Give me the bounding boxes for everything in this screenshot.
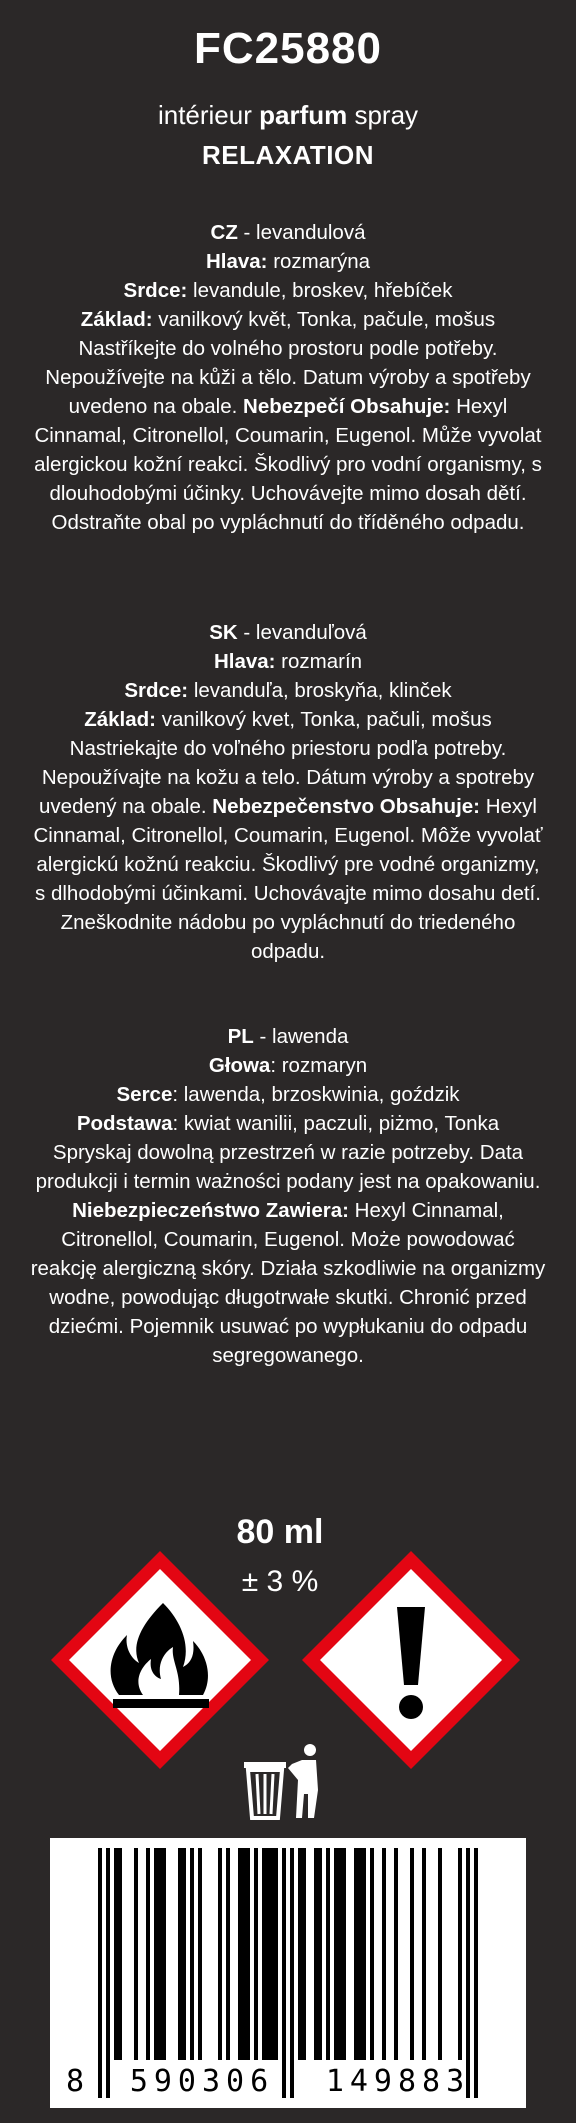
barcode-first-digit: 8	[66, 2064, 85, 2099]
barcode-bar	[274, 1848, 278, 2060]
sk-lang: SK	[209, 621, 238, 644]
cz-base-text: vanilkový květ, Tonka, pačule, mošus	[152, 308, 496, 331]
pl-lang-text: - lawenda	[253, 1025, 349, 1048]
subtitle-pre: intérieur	[157, 100, 260, 130]
barcode-bar	[422, 1848, 426, 2060]
barcode-bar	[458, 1848, 462, 2060]
product-variant: RELAXATION	[201, 140, 375, 170]
cz-contains-text: Hexyl Cinnamal, Citronellol, Coumarin, Eugenol. Může vyvolat alergickou kožní reakci. Škodlivý pro vodní organismy, s dlouhodobými účinky. Uchovávejte mimo dosah dětí. Odstraňte obal po vypláchnutí do tříděného odpadu.	[34, 395, 542, 534]
cz-danger: Nebezpečí	[243, 395, 345, 418]
sk-contains-text: Hexyl Cinnamal, Citronellol, Coumarin, Eugenol. Môže vyvolať alergickú kožnú reakciu. Škodlivý pre vodné organizmy, s dlhodobými účinkami. Uchovávajte mimo dosahu detí. Zneškodnite nádobu po vypláchnutí do triedeného odpadu.	[33, 795, 543, 963]
cz-heart-text: levandule, broskev, hřebíček	[187, 279, 453, 302]
barcode-bar	[146, 1848, 150, 2060]
pl-contains-text: Hexyl Cinnamal, Citronellol, Coumarin, Eugenol. Może powodować reakcję alergiczną skóry. Działa szkodliwie na organizmy wodne, powodując długotrwałe skutki. Chronić przed dziećmi. Pojemnik usuwać po wypłukaniu do odpadu segregowanego.	[30, 1199, 546, 1367]
barcode-bar	[314, 1848, 318, 2060]
barcode-bar	[246, 1848, 250, 2060]
barcode-bar	[338, 1848, 342, 2060]
sk-contains-label: Obsahuje:	[379, 795, 480, 818]
barcode-right-digits: 149883	[325, 2064, 471, 2099]
barcode-bar	[158, 1848, 162, 2060]
barcode-bar	[318, 1848, 322, 2060]
subtitle-bold: parfum	[259, 100, 348, 130]
sk-lang-text: - levanduľová	[237, 621, 367, 644]
barcode-bar	[118, 1848, 122, 2060]
trash-bin-person-icon	[238, 1740, 330, 1822]
barcode-bar	[254, 1848, 258, 2060]
barcode-bar	[190, 1848, 194, 2060]
barcode-bar	[438, 1848, 442, 2060]
barcode-bar	[262, 1848, 266, 2060]
pl-heart-label: Serce	[116, 1083, 173, 1106]
sk-base-label: Základ:	[84, 708, 157, 731]
barcode-bar	[134, 1848, 138, 2060]
barcode-bar	[218, 1848, 222, 2060]
pl-lang: PL	[227, 1025, 254, 1048]
barcode-bar	[298, 1848, 302, 2060]
barcode-bar	[302, 1848, 306, 2060]
barcode	[50, 1838, 526, 2108]
sk-base-text: vanilkový kvet, Tonka, pačuli, mošus	[156, 708, 492, 731]
sk-heart-label: Srdce:	[124, 679, 189, 702]
barcode-bar	[382, 1848, 386, 2060]
barcode-bar	[106, 1848, 110, 2098]
subtitle-post: spray	[347, 100, 419, 130]
barcode-bar	[162, 1848, 166, 2060]
barcode-bar	[266, 1848, 270, 2060]
product-code: FC25880	[193, 24, 382, 73]
pl-instructions: Spryskaj dowolną przestrzeń w razie potrzeby. Data produkcji i termin ważności podany jest na opakowaniu.	[35, 1141, 541, 1193]
exclamation-icon	[296, 1545, 526, 1775]
barcode-bar	[466, 1848, 470, 2098]
barcode-bar	[474, 1848, 478, 2098]
barcode-bar	[326, 1848, 330, 2060]
barcode-bar	[334, 1848, 338, 2060]
barcode-bar	[242, 1848, 246, 2060]
barcode-bar	[226, 1848, 230, 2060]
barcode-bar	[410, 1848, 414, 2060]
cz-contains-label: Obsahuje:	[350, 395, 451, 418]
barcode-bar	[198, 1848, 202, 2060]
barcode-bar	[362, 1848, 366, 2060]
sk-danger: Nebezpečenstvo	[212, 795, 375, 818]
sk-head-text: rozmarín	[275, 650, 363, 673]
barcode-bar	[98, 1848, 102, 2098]
barcode-bar	[270, 1848, 274, 2060]
barcode-left-digits: 590306	[129, 2064, 275, 2099]
barcode-bar	[358, 1848, 362, 2060]
barcode-bar	[114, 1848, 118, 2060]
pl-danger: Niebezpieczeństwo	[72, 1199, 261, 1222]
pl-base-text: : kwiat wanilii, paczuli, piżmo, Tonka	[172, 1112, 500, 1135]
pl-base-label: Podstawa	[76, 1112, 173, 1135]
barcode-bar	[282, 1848, 286, 2098]
barcode-bar	[354, 1848, 358, 2060]
barcode-bar	[154, 1848, 158, 2060]
barcode-bar	[182, 1848, 186, 2060]
barcode-bar	[238, 1848, 242, 2060]
barcode-bar	[370, 1848, 374, 2060]
barcode-bar	[290, 1848, 294, 2098]
cz-lang: CZ	[210, 221, 238, 244]
pl-section	[30, 1022, 546, 1370]
barcode-bar	[178, 1848, 182, 2060]
pl-head-text: : rozmaryn	[270, 1054, 368, 1077]
cz-instructions: Nastříkejte do volného prostoru podle potřeby. Nepoužívejte na kůži a tělo. Datum výroby a spotřeby uvedeno na obale.	[45, 337, 531, 418]
barcode-bar	[394, 1848, 398, 2060]
volume-tolerance: ± 3 %	[241, 1565, 319, 1598]
sk-heart-text: levanduľa, broskyňa, klinček	[188, 679, 452, 702]
pl-contains-label: Zawiera:	[265, 1199, 349, 1222]
volume-amount: 80 ml	[236, 1513, 324, 1551]
barcode-bar	[342, 1848, 346, 2060]
pl-heart-text: : lawenda, brzoskwinia, goździk	[172, 1083, 460, 1106]
sk-instructions: Nastriekajte do voľného priestoru podľa potreby. Nepoužívajte na kožu a telo. Dátum výroby a spotreby uvedený na obale.	[39, 737, 535, 818]
pl-head-label: Głowa	[208, 1054, 271, 1077]
product-subtitle	[0, 100, 576, 131]
sk-section	[30, 618, 546, 966]
cz-lang-text: - levandulová	[237, 221, 366, 244]
cz-heart-label: Srdce:	[123, 279, 188, 302]
cz-head-text: rozmarýna	[267, 250, 371, 273]
cz-base-label: Základ:	[80, 308, 153, 331]
cz-head-label: Hlava:	[205, 250, 268, 273]
sk-head-label: Hlava:	[213, 650, 276, 673]
cz-section	[30, 218, 546, 537]
